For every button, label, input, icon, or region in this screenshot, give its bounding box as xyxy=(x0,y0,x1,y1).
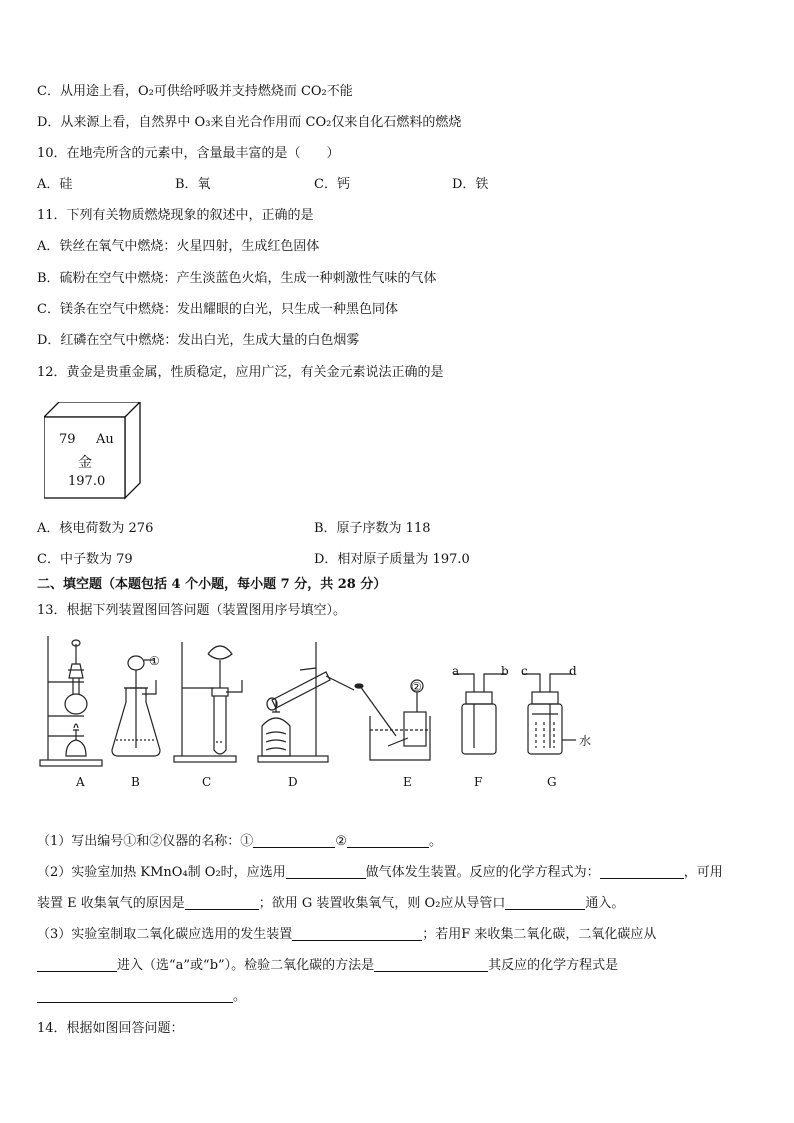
q13-part2-line2 xyxy=(37,895,624,913)
q13-p2-text-e: ；欲用 G 装置收集氧气，则 O₂应从导管口 xyxy=(258,896,506,911)
q13-p3-text-a: （3）实验室制取二氧化碳应选用的发生装置 xyxy=(37,927,293,942)
q12-stem: 12．黄金是贵重金属，性质稳定，应用广泛，有关金元素说法正确的是 xyxy=(37,365,444,380)
q12-option-d: D．相对原子质量为 197.0 xyxy=(314,552,470,567)
tube-c-label: c xyxy=(521,664,528,678)
q12-option-a: A．核电荷数为 276 xyxy=(37,521,154,536)
q13-part3-line3 xyxy=(37,988,246,1006)
q13-p3-text-c: 进入（选“a”或“b”）。检验二氧化碳的方法是 xyxy=(117,958,375,973)
apparatus-label-g: G xyxy=(547,775,557,789)
element-name: 金 xyxy=(78,455,92,471)
q13-p2-text-f: 通入。 xyxy=(585,896,625,911)
answer-blank-5[interactable] xyxy=(185,895,259,910)
element-number: 79 xyxy=(59,432,76,447)
q13-part3-line2 xyxy=(37,957,618,975)
element-mass: 197.0 xyxy=(68,474,106,489)
q11-option-c: C．镁条在空气中燃烧：发出耀眼的白光，只生成一种黑色同体 xyxy=(37,302,398,317)
q13-stem: 13．根据下列装置图回答问题（装置图用序号填空）。 xyxy=(37,603,347,618)
water-label: 水 xyxy=(579,734,592,748)
section-heading: 二、填空题（本题包括 4 个小题，每小题 7 分，共 28 分） xyxy=(37,577,387,592)
q12-option-c: C．中子数为 79 xyxy=(37,552,133,567)
q11-option-b: B．硫粉在空气中燃烧：产生淡蓝色火焰，生成一种刺激性气味的气体 xyxy=(37,271,437,286)
q13-p2-text-b: 做气体发生装置。反应的化学方程式为： xyxy=(365,865,600,880)
q10-stem: 10．在地壳所含的元素中，含量最丰富的是（ ） xyxy=(37,146,340,161)
answer-blank-4[interactable] xyxy=(600,864,684,879)
answer-blank-2[interactable] xyxy=(347,833,429,848)
q13-part2-line1 xyxy=(37,864,723,882)
q13-p2-text-c: ，可用 xyxy=(683,865,723,880)
q13-p2-text-a: （2）实验室加热 KMnO₄制 O₂时，应选用 xyxy=(37,865,286,880)
q13-p3-text-b: ；若用F 来收集二氧化碳，二氧化碳应从 xyxy=(422,927,657,942)
apparatus-label-a: A xyxy=(76,775,85,789)
answer-blank-9[interactable] xyxy=(374,957,488,972)
q13-p3-text-e: 。 xyxy=(233,989,247,1004)
answer-blank-6[interactable] xyxy=(505,895,585,910)
tube-d-label: d xyxy=(569,664,577,678)
q12-option-b: B．原子序数为 118 xyxy=(314,521,431,536)
mark-1: ① xyxy=(149,654,160,668)
element-symbol: Au xyxy=(96,432,114,447)
apparatus-label-c: C xyxy=(202,775,212,789)
q13-p3-text-d: 其反应的化学方程式是 xyxy=(488,958,619,973)
answer-blank-3[interactable] xyxy=(286,864,366,879)
apparatus-label-b: B xyxy=(131,775,140,789)
answer-blank-1[interactable] xyxy=(253,833,335,848)
answer-blank-8[interactable] xyxy=(37,957,117,972)
tube-a-label: a xyxy=(452,664,460,678)
q9-option-d: D．从来源上看，自然界中 O₃来自光合作用而 CO₂仅来自化石燃料的燃烧 xyxy=(37,115,462,130)
q10-option-d: D．铁 xyxy=(452,177,489,192)
answer-blank-10[interactable] xyxy=(37,988,233,1003)
apparatus-figure xyxy=(36,630,596,772)
q14-stem: 14．根据如图回答问题： xyxy=(37,1021,184,1036)
q13-p1-text-b: ② xyxy=(335,834,347,849)
apparatus-label-d: D xyxy=(288,775,298,789)
q11-option-d: D．红磷在空气中燃烧：发出白光，生成大量的白色烟雾 xyxy=(37,333,360,348)
answer-blank-7[interactable] xyxy=(292,926,422,941)
q11-stem: 11．下列有关物质燃烧现象的叙述中，正确的是 xyxy=(37,208,314,223)
q11-option-a: A．铁丝在氧气中燃烧：火星四射，生成红色固体 xyxy=(37,239,320,254)
q13-p2-text-d: 装置 E 收集氧气的原因是 xyxy=(37,896,185,911)
q13-part3-line1 xyxy=(37,926,656,944)
tube-b-label: b xyxy=(501,664,509,678)
mark-2: ② xyxy=(411,680,422,694)
q10-option-b: B．氧 xyxy=(175,177,211,192)
q13-part1 xyxy=(37,833,442,851)
apparatus-label-f: F xyxy=(474,775,483,789)
q10-option-c: C．钙 xyxy=(314,177,350,192)
q10-option-a: A．硅 xyxy=(37,177,73,192)
q9-option-c: C．从用途上看，O₂可供给呼吸并支持燃烧而 CO₂不能 xyxy=(37,84,353,99)
apparatus-label-e: E xyxy=(403,775,412,789)
q13-p1-text-c: 。 xyxy=(428,834,442,849)
q13-p1-text-a: （1）写出编号①和②仪器的名称：① xyxy=(37,834,254,849)
